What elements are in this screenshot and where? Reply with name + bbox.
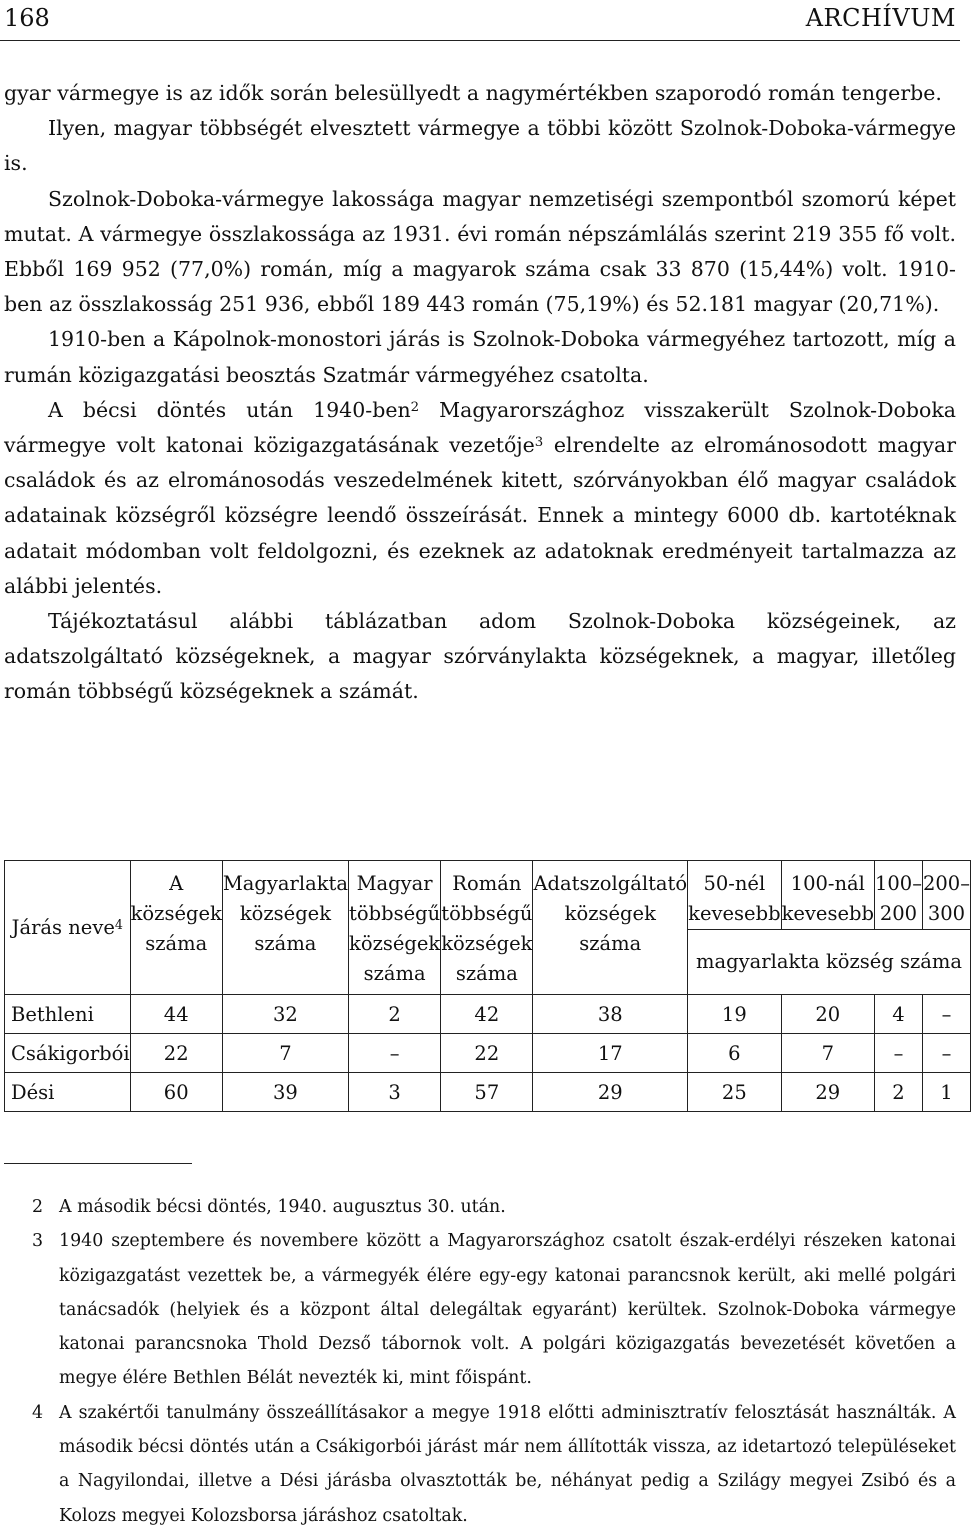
district-statistics-table: [4, 860, 971, 1112]
page-header: [0, 0, 960, 41]
cell-value: 39: [222, 1073, 348, 1112]
cell-district: Bethleni: [5, 995, 131, 1034]
paragraph-2: Ilyen, magyar többségét elvesztett vármegye a többi között Szolnok-Doboka-vármegye is.: [4, 116, 956, 176]
cell-value: 17: [533, 1034, 688, 1073]
header-200-300: 200–300: [922, 861, 970, 930]
running-title: ARCHÍVUM: [805, 4, 956, 32]
cell-value: 7: [222, 1034, 348, 1073]
cell-value: 38: [533, 995, 688, 1034]
header-villages-count: A községek száma: [130, 861, 222, 995]
cell-value: 1: [922, 1073, 970, 1112]
footnote-number: 3: [32, 1231, 44, 1252]
cell-value: 29: [781, 1073, 874, 1112]
footnote-separator: [4, 1163, 192, 1164]
header-under-100: 100-nál kevesebb: [781, 861, 874, 930]
footnote-2: [0, 1190, 960, 1224]
cell-value: 7: [781, 1034, 874, 1073]
footnote-ref-4[interactable]: 4: [114, 916, 123, 932]
cell-value: 20: [781, 995, 874, 1034]
paragraph-1: gyar vármegye is az idők során belesüllyedt a nagymértékben szaporodó román tengerbe.: [4, 81, 942, 105]
paragraph-5-part-c: elrendelte az elrománosodott magyar családok és az elrománosodás veszedelmének kitett, szórványokban élő magyar családok adatainak községről községre leendő összeírását. Ennek a mintegy 6000 db. kartotéknak adatait módomban volt feldolgozni, és ezeknek az adatoknak eredményeit tartalmazza az alábbi jelentés.: [4, 433, 956, 598]
footnote-3: [0, 1224, 960, 1395]
cell-value: 32: [222, 995, 348, 1034]
header-under-50: 50-nél kevesebb: [688, 861, 781, 930]
paragraph-5-part-b: Magyarországhoz visszakerült Szolnok-Doboka vármegye volt katonai közigazgatásának vezetője: [4, 397, 956, 458]
cell-value: 44: [130, 995, 222, 1034]
cell-value: –: [874, 1034, 922, 1073]
header-data-providing: Adatszolgáltató községek száma: [533, 861, 688, 995]
cell-value: 19: [688, 995, 781, 1034]
footnote-text: A szakértői tanulmány összeállításakor a megye 1918 előtti adminisztratív felosztását használták. A második bécsi döntés után a Csákigorbói járást már nem állították vissza, az idetartozó településeket a Nagyilondai, illetve a Dési járásba olvasztották be, néhányat pedig a Szilágy megyei Zsibó és a Kolozs megyei Kolozsborsa járáshoz csatoltak.: [59, 1402, 956, 1526]
table-row: [5, 1073, 971, 1112]
footnote-text: A második bécsi döntés, 1940. augusztus 30. után.: [59, 1197, 506, 1217]
cell-district: Dési: [5, 1073, 131, 1112]
body-text: [4, 76, 956, 710]
cell-value: 57: [441, 1073, 533, 1112]
footnote-number: 4: [32, 1402, 44, 1423]
cell-value: 2: [874, 1073, 922, 1112]
cell-value: 60: [130, 1073, 222, 1112]
table-row: [5, 995, 971, 1034]
paragraph-4: 1910-ben a Kápolnok-monostori járás is Szolnok-Doboka vármegyéhez tartozott, míg a rumán közigazgatási beosztás Szatmár vármegyéhez csatolta.: [4, 327, 956, 387]
header-hungarian-majority: Magyar többségű községek száma: [349, 861, 441, 995]
footnote-text: 1940 szeptembere és novembere között a Magyarországhoz csatolt észak-erdélyi részeken katonai közigazgatást vezettek be, a vármegyék élére egy-egy katonai parancsnok került, aki mellé polgári tanácsadók (helyiek és a központ által delegáltak egyaránt) kerültek. Szolnok-Doboka vármegye katonai parancsnoka Thold Dezső tábornok volt. A polgári közigazgatás bevezetését követően a megye élére Bethlen Bélát nevezték ki, mint főispánt.: [59, 1231, 956, 1389]
cell-value: –: [922, 995, 970, 1034]
table-row: [5, 1034, 971, 1073]
header-romanian-majority: Román többségű községek száma: [441, 861, 533, 995]
footnote-ref-3[interactable]: 3: [534, 435, 544, 451]
cell-value: 4: [874, 995, 922, 1034]
cell-value: 6: [688, 1034, 781, 1073]
cell-value: –: [922, 1034, 970, 1073]
cell-value: 42: [441, 995, 533, 1034]
paragraph-5-part-a: A bécsi döntés után 1940-ben: [48, 397, 411, 422]
cell-value: 3: [349, 1073, 441, 1112]
header-group-hungarian-inhabited-count: magyarlakta község száma: [688, 930, 971, 995]
header-100-200: 100–200: [874, 861, 922, 930]
cell-value: 22: [130, 1034, 222, 1073]
cell-value: 22: [441, 1034, 533, 1073]
page-number: 168: [4, 4, 50, 32]
cell-value: 2: [349, 995, 441, 1034]
paragraph-6: Tájékoztatásul alábbi táblázatban adom Szolnok-Doboka községeinek, az adatszolgáltató községeknek, a magyar szórványlakta községeknek, a magyar, illetőleg román többségű községeknek a számát.: [4, 609, 956, 704]
cell-value: 29: [533, 1073, 688, 1112]
header-district-name: Járás neve$^4$: [5, 861, 131, 995]
footnotes: [0, 1190, 960, 1533]
header-hungarian-inhabited: Magyarlakta községek száma: [222, 861, 348, 995]
footnote-number: 2: [32, 1197, 44, 1217]
paragraph-5: [4, 393, 956, 604]
paragraph-3: Szolnok-Doboka-vármegye lakossága magyar nemzetiségi szempontból szomorú képet mutat. A vármegye összlakossága az 1931. évi román népszámlálás szerint 219 355 fő volt. Ebből 169 952 (77,0%) román, míg a magyarok száma csak 33 870 (15,44%) volt. 1910-ben az összlakosság 251 936, ebből 189 443 román (75,19%) és 52.181 magyar (20,71%).: [4, 186, 956, 317]
cell-value: –: [349, 1034, 441, 1073]
cell-value: 25: [688, 1073, 781, 1112]
footnote-ref-2[interactable]: 2: [410, 400, 420, 416]
cell-district: Csákigorbói: [5, 1034, 131, 1073]
footnote-4: [0, 1396, 960, 1533]
